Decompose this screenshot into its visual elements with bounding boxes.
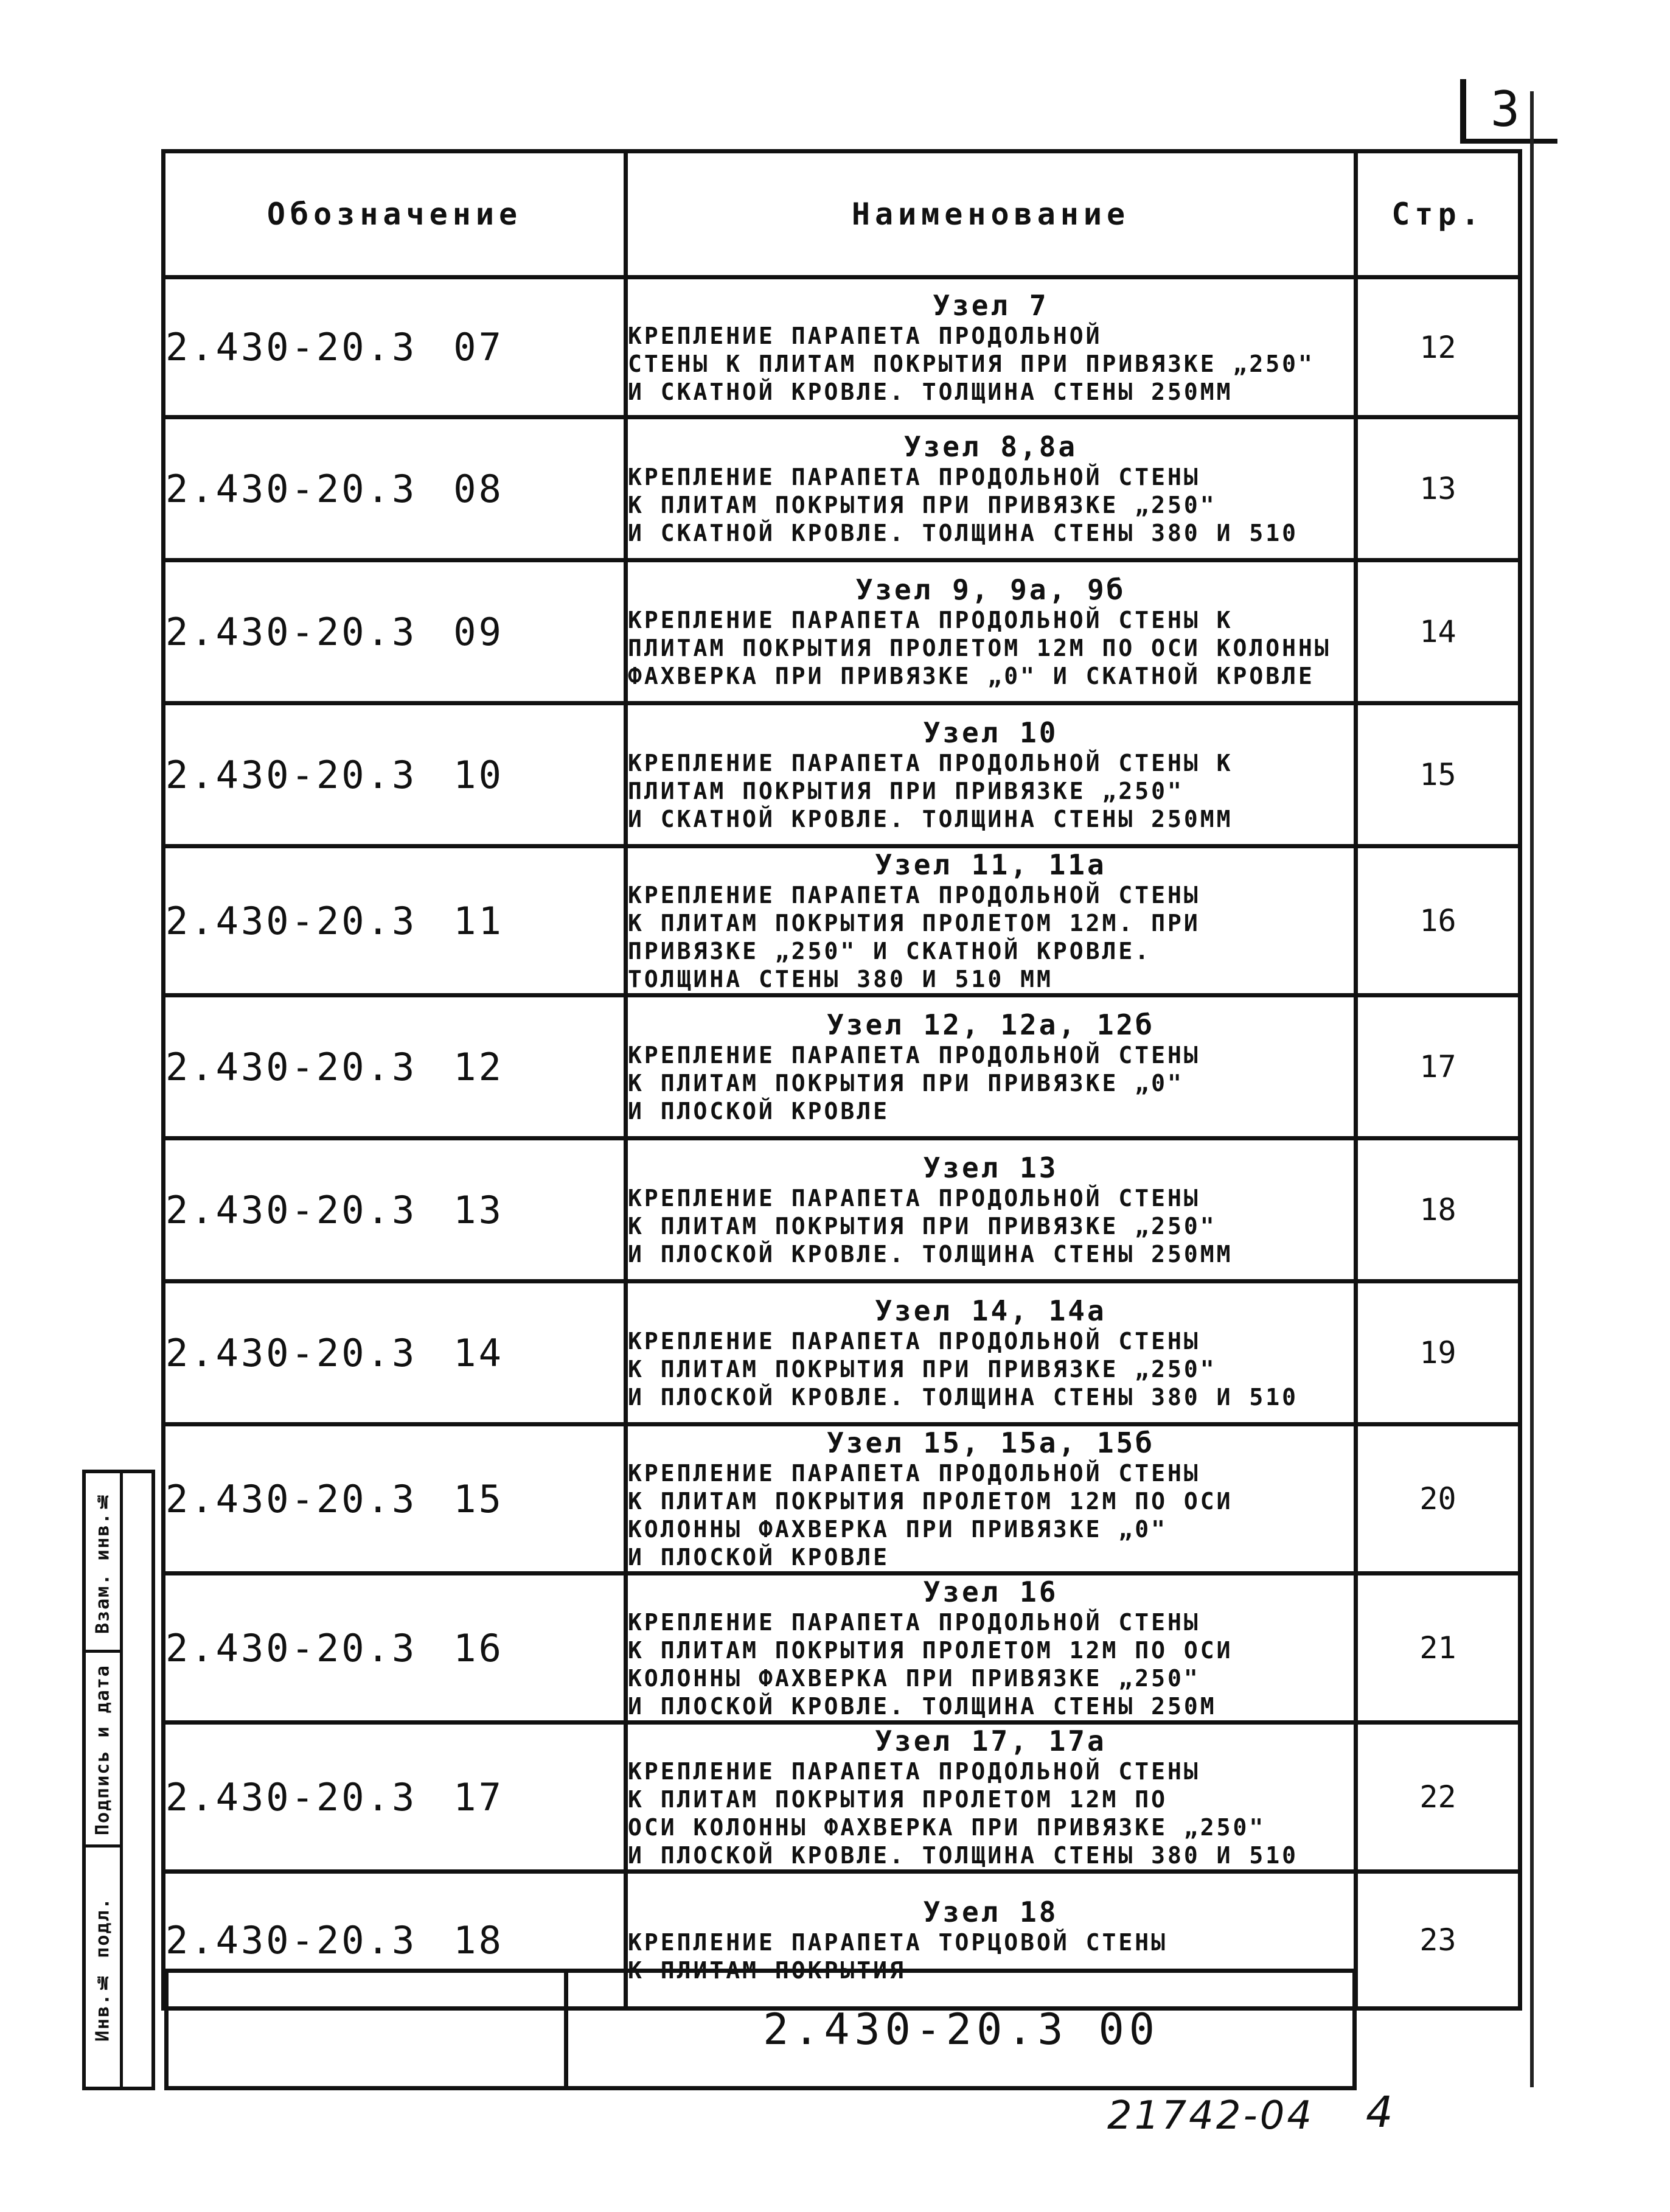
node-description: КРЕПЛЕНИЕ ПАРАПЕТА ПРОДОЛЬНОЙ СТЕНЫ К ПЛИТАМ ПОКРЫТИЯ ПРИ ПРИВЯЗКЕ „250" И СКАТНОЙ КРОВЛЕ. ТОЛЩИНА СТЕНЫ 250ММ <box>628 322 1315 405</box>
table-body <box>164 277 1520 2009</box>
node-title: Узел 17, 17а <box>875 1725 1107 1757</box>
cell-page: 19 <box>1356 1282 1520 1425</box>
cell-name <box>626 1282 1356 1425</box>
sheet-number-rule <box>1460 139 1557 144</box>
title-block-divider <box>564 1973 568 2086</box>
designation-code: 2.430-20.3 <box>165 466 417 511</box>
cell-designation <box>164 277 626 417</box>
node-description: КРЕПЛЕНИЕ ПАРАПЕТА ПРОДОЛЬНОЙ СТЕНЫ К ПЛИТАМ ПОКРЫТИЯ ПРОЛЕТОМ 12М ПО ОСИ КОЛОННЫ ФАХВЕРКА ПРИ ПРИВЯЗКЕ „250" И ПЛОСКОЙ КРОВЛЕ. ТОЛЩИНА СТЕНЫ 250М <box>628 1609 1233 1720</box>
node-description: КРЕПЛЕНИЕ ПАРАПЕТА ПРОДОЛЬНОЙ СТЕНЫ К ПЛИТАМ ПОКРЫТИЯ ПРОЛЕТОМ 12М ПО ОСИ КОЛОННЫ ФАХВЕРКА ПРИ ПРИВЯЗКЕ „0" И СКАТНОЙ КРОВЛЕ <box>628 607 1331 689</box>
margin-stamp <box>82 1470 155 2090</box>
node-description: КРЕПЛЕНИЕ ПАРАПЕТА ПРОДОЛЬНОЙ СТЕНЫ К ПЛИТАМ ПОКРЫТИЯ ПРОЛЕТОМ 12М ПО ОСИ КОЛОННЫ ФАХВЕРКА ПРИ ПРИВЯЗКЕ „0" И ПЛОСКОЙ КРОВЛЕ <box>628 1460 1233 1571</box>
cell-designation <box>164 703 626 846</box>
cell-page: 13 <box>1356 417 1520 560</box>
designation-number: 10 <box>453 752 504 797</box>
designation-code: 2.430-20.3 <box>165 898 417 943</box>
designation-code: 2.430-20.3 <box>165 1330 417 1375</box>
cell-designation <box>164 846 626 996</box>
cell-name <box>626 1139 1356 1282</box>
cell-name <box>626 1723 1356 1872</box>
cell-name <box>626 277 1356 417</box>
node-description: КРЕПЛЕНИЕ ПАРАПЕТА ПРОДОЛЬНОЙ СТЕНЫ К ПЛИТАМ ПОКРЫТИЯ ПРИ ПРИВЯЗКЕ „250" И ПЛОСКОЙ КРОВЛЕ. ТОЛЩИНА СТЕНЫ 250ММ <box>628 1185 1233 1268</box>
table-row <box>164 1574 1520 1723</box>
designation-code: 2.430-20.3 <box>165 1625 417 1670</box>
cell-name <box>626 703 1356 846</box>
margin-label-replace-inventory: Взам. инв.№ <box>92 1489 114 1634</box>
node-title: Узел 8,8а <box>903 430 1078 463</box>
node-description: КРЕПЛЕНИЕ ПАРАПЕТА ТОРЦОВОЙ СТЕНЫ К ПЛИТАМ ПОКРЫТИЯ <box>628 1929 1167 1984</box>
title-block <box>164 1969 1357 2090</box>
table-row <box>164 703 1520 846</box>
designation-code: 2.430-20.3 <box>165 1476 417 1521</box>
designation-number: 08 <box>453 466 504 511</box>
designation-number: 17 <box>453 1774 504 1819</box>
header-designation: Обозначение <box>164 152 626 277</box>
designation-number: 11 <box>453 898 504 943</box>
node-description: КРЕПЛЕНИЕ ПАРАПЕТА ПРОДОЛЬНОЙ СТЕНЫ К ПЛИТАМ ПОКРЫТИЯ ПРИ ПРИВЯЗКЕ „250" И ПЛОСКОЙ КРОВЛЕ. ТОЛЩИНА СТЕНЫ 380 И 510 <box>628 1328 1298 1411</box>
designation-code: 2.430-20.3 <box>165 1917 417 1963</box>
cell-name <box>626 417 1356 560</box>
header-page: Стр. <box>1356 152 1520 277</box>
table-row <box>164 1139 1520 1282</box>
cell-designation <box>164 1139 626 1282</box>
node-title: Узел 12, 12а, 12б <box>827 1008 1155 1041</box>
cell-designation <box>164 1282 626 1425</box>
cell-name <box>626 1425 1356 1574</box>
designation-code: 2.430-20.3 <box>165 325 417 369</box>
table-row <box>164 560 1520 703</box>
node-title: Узел 10 <box>923 716 1059 749</box>
designation-number: 13 <box>453 1187 504 1232</box>
table-row <box>164 1723 1520 1872</box>
cell-designation <box>164 1425 626 1574</box>
margin-label-inventory-original: Инв.№ подл. <box>92 1897 114 2042</box>
cell-page: 20 <box>1356 1425 1520 1574</box>
document-code: 2.430-20.3 00 <box>763 2004 1160 2054</box>
cell-page: 17 <box>1356 996 1520 1139</box>
cell-name <box>626 846 1356 996</box>
cell-designation <box>164 996 626 1139</box>
table-row <box>164 277 1520 417</box>
cell-page: 15 <box>1356 703 1520 846</box>
table-row <box>164 1425 1520 1574</box>
cell-designation <box>164 1723 626 1872</box>
table-header-row <box>164 152 1520 277</box>
designation-number: 09 <box>453 609 504 654</box>
designation-number: 18 <box>453 1917 504 1963</box>
cell-designation <box>164 1574 626 1723</box>
designation-code: 2.430-20.3 <box>165 752 417 797</box>
node-description: КРЕПЛЕНИЕ ПАРАПЕТА ПРОДОЛЬНОЙ СТЕНЫ К ПЛИТАМ ПОКРЫТИЯ ПРОЛЕТОМ 12М ПО ОСИ КОЛОННЫ ФАХВЕРКА ПРИ ПРИВЯЗКЕ „250" И ПЛОСКОЙ КРОВЛЕ. ТОЛЩИНА СТЕНЫ 380 И 510 <box>628 1758 1298 1869</box>
cell-page: 18 <box>1356 1139 1520 1282</box>
cell-page: 22 <box>1356 1723 1520 1872</box>
table-row <box>164 417 1520 560</box>
node-title: Узел 15, 15а, 15б <box>827 1426 1155 1459</box>
footer-sheet-number: 4 <box>1366 2087 1393 2137</box>
designation-number: 07 <box>453 325 504 369</box>
archive-number: 21742-04 <box>1107 2093 1315 2138</box>
designation-code: 2.430-20.3 <box>165 1774 417 1819</box>
designation-code: 2.430-20.3 <box>165 609 417 654</box>
node-title: Узел 13 <box>923 1151 1059 1184</box>
node-description: КРЕПЛЕНИЕ ПАРАПЕТА ПРОДОЛЬНОЙ СТЕНЫ К ПЛИТАМ ПОКРЫТИЯ ПРИ ПРИВЯЗКЕ „0" И ПЛОСКОЙ КРОВЛЕ <box>628 1042 1200 1125</box>
cell-page: 16 <box>1356 846 1520 996</box>
cell-name <box>626 560 1356 703</box>
margin-label-signature-date: Подпись и дата <box>92 1664 114 1836</box>
margin-cut-2 <box>86 1650 120 1653</box>
node-title: Узел 7 <box>933 288 1049 322</box>
designation-number: 15 <box>453 1476 504 1521</box>
node-description: КРЕПЛЕНИЕ ПАРАПЕТА ПРОДОЛЬНОЙ СТЕНЫ К ПЛИТАМ ПОКРЫТИЯ ПРИ ПРИВЯЗКЕ „250" И СКАТНОЙ КРОВЛЕ. ТОЛЩИНА СТЕНЫ 250ММ <box>628 750 1233 832</box>
cell-page: 14 <box>1356 560 1520 703</box>
table-row <box>164 846 1520 996</box>
designation-code: 2.430-20.3 <box>165 1187 417 1232</box>
node-description: КРЕПЛЕНИЕ ПАРАПЕТА ПРОДОЛЬНОЙ СТЕНЫ К ПЛИТАМ ПОКРЫТИЯ ПРОЛЕТОМ 12М. ПРИ ПРИВЯЗКЕ „250" И СКАТНОЙ КРОВЛЕ. ТОЛЩИНА СТЕНЫ 380 И 510 ММ <box>628 882 1200 993</box>
table-row <box>164 1282 1520 1425</box>
designation-number: 12 <box>453 1044 504 1089</box>
node-title: Узел 16 <box>923 1575 1059 1608</box>
designation-number: 16 <box>453 1625 504 1670</box>
frame-right-border <box>1530 91 1534 2087</box>
cell-page: 12 <box>1356 277 1520 417</box>
cell-name <box>626 996 1356 1139</box>
node-description: КРЕПЛЕНИЕ ПАРАПЕТА ПРОДОЛЬНОЙ СТЕНЫ К ПЛИТАМ ПОКРЫТИЯ ПРИ ПРИВЯЗКЕ „250" И СКАТНОЙ КРОВЛЕ. ТОЛЩИНА СТЕНЫ 380 И 510 <box>628 464 1298 546</box>
margin-cut-1 <box>86 1844 120 1847</box>
margin-stamp-split <box>120 1473 123 2087</box>
node-title: Узел 11, 11а <box>875 848 1107 881</box>
cell-designation <box>164 560 626 703</box>
cell-name <box>626 1574 1356 1723</box>
cell-designation <box>164 417 626 560</box>
sheet-number: 3 <box>1460 79 1545 140</box>
cell-page: 21 <box>1356 1574 1520 1723</box>
node-title: Узел 14, 14а <box>875 1294 1107 1327</box>
node-title: Узел 9, 9а, 9б <box>855 573 1126 606</box>
cell-page: 23 <box>1356 1872 1520 2009</box>
table-row <box>164 996 1520 1139</box>
node-title: Узел 18 <box>923 1896 1059 1928</box>
designation-number: 14 <box>453 1330 504 1375</box>
header-name: Наименование <box>626 152 1356 277</box>
designation-code: 2.430-20.3 <box>165 1044 417 1089</box>
contents-table <box>161 149 1522 2011</box>
